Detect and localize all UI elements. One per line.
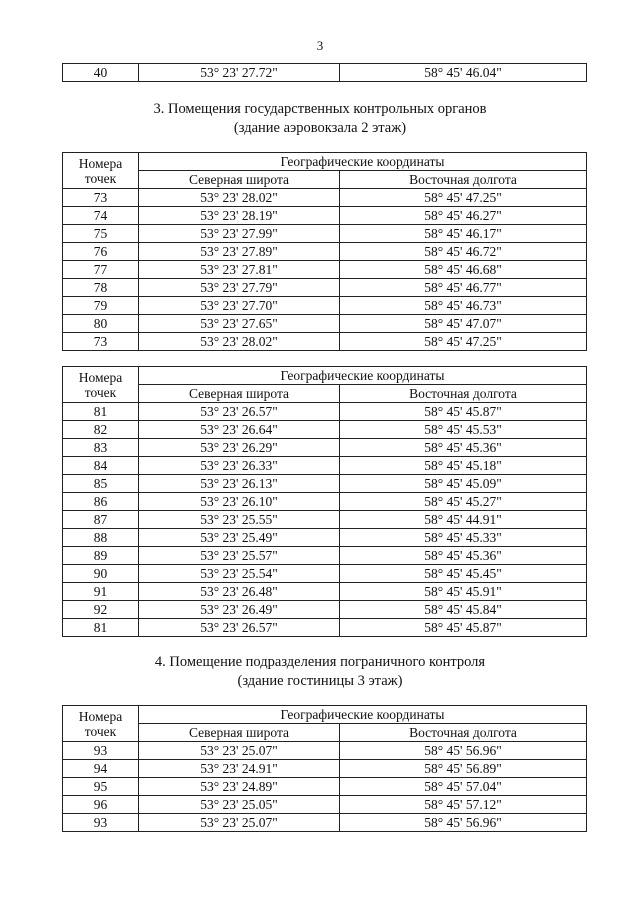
longitude-cell: 58° 45' 47.25"	[340, 333, 587, 351]
longitude-cell: 58° 45' 56.96"	[340, 742, 587, 760]
longitude-cell: 58° 45' 45.91"	[340, 583, 587, 601]
table-row	[63, 565, 587, 583]
longitude-cell: 58° 45' 46.68"	[340, 261, 587, 279]
latitude-cell: 53° 23' 25.55"	[139, 511, 340, 529]
table-row	[63, 529, 587, 547]
longitude-cell: 58° 45' 57.04"	[340, 778, 587, 796]
longitude-cell: 58° 45' 45.87"	[340, 619, 587, 637]
point-number: 83	[63, 439, 139, 457]
latitude-cell: 53° 23' 25.05"	[139, 796, 340, 814]
section4-subtitle: (здание гостиницы 3 этаж)	[237, 673, 403, 689]
table-row	[63, 583, 587, 601]
point-number: 96	[63, 796, 139, 814]
point-number: 89	[63, 547, 139, 565]
latitude-cell: 53° 23' 28.19"	[139, 207, 340, 225]
point-number: 92	[63, 601, 139, 619]
latitude-cell: 53° 23' 25.57"	[139, 547, 340, 565]
longitude-cell: 58° 45' 47.07"	[340, 315, 587, 333]
number-header-line2: точек	[84, 723, 117, 739]
longitude-cell: 58° 45' 45.53"	[340, 421, 587, 439]
number-header-line1: Номера	[78, 708, 123, 724]
lon-header: Восточная долгота	[340, 724, 587, 742]
coords-table-3	[62, 705, 587, 832]
point-number: 75	[63, 225, 139, 243]
table-row	[63, 421, 587, 439]
latitude-cell: 53° 23' 26.13"	[139, 475, 340, 493]
latitude-cell: 53° 23' 26.29"	[139, 439, 340, 457]
table-row	[63, 742, 587, 760]
lon-header: Восточная долгота	[340, 385, 587, 403]
page-number: 3	[316, 38, 324, 53]
coords-table-2	[62, 366, 587, 637]
coords-table-1	[62, 152, 587, 351]
point-number: 81	[63, 403, 139, 421]
section3-subtitle: (здание аэровокзала 2 этаж)	[233, 120, 407, 136]
latitude-cell: 53° 23' 25.54"	[139, 565, 340, 583]
longitude-cell: 58° 45' 44.91"	[340, 511, 587, 529]
longitude-cell: 58° 45' 45.33"	[340, 529, 587, 547]
latitude-cell: 53° 23' 28.02"	[139, 333, 340, 351]
point-number: 80	[63, 315, 139, 333]
point-number: 93	[63, 814, 139, 832]
geo-header: Географические координаты	[139, 153, 587, 171]
number-header-line1: Номера	[78, 155, 123, 171]
section3-title: 3. Помещения государственных контрольных органов	[153, 101, 487, 117]
point-number: 95	[63, 778, 139, 796]
latitude-cell: 53° 23' 28.02"	[139, 189, 340, 207]
geo-header: Географические координаты	[139, 706, 587, 724]
longitude-cell: 58° 45' 46.72"	[340, 243, 587, 261]
table-row	[63, 333, 587, 351]
table-row	[63, 493, 587, 511]
number-header-line2: точек	[84, 384, 117, 400]
latitude-cell: 53° 23' 27.79"	[139, 279, 340, 297]
longitude-cell: 58° 45' 45.45"	[340, 565, 587, 583]
table-row	[63, 189, 587, 207]
latitude-cell: 53° 23' 26.49"	[139, 601, 340, 619]
table-row	[63, 547, 587, 565]
point-number: 77	[63, 261, 139, 279]
latitude-cell: 53° 23' 27.65"	[139, 315, 340, 333]
number-header	[63, 367, 139, 403]
table-row	[63, 297, 587, 315]
table-row	[63, 315, 587, 333]
latitude-cell: 53° 23' 25.49"	[139, 529, 340, 547]
latitude-cell: 53° 23' 26.57"	[139, 403, 340, 421]
lon-header: Восточная долгота	[340, 171, 587, 189]
number-header-line1: Номера	[78, 369, 123, 385]
latitude-cell: 53° 23' 25.07"	[139, 742, 340, 760]
latitude-cell: 53° 23' 27.99"	[139, 225, 340, 243]
point-number: 76	[63, 243, 139, 261]
latitude-cell: 53° 23' 25.07"	[139, 814, 340, 832]
table-row	[63, 403, 587, 421]
point-number: 84	[63, 457, 139, 475]
lat-header: Северная широта	[139, 385, 340, 403]
point-number: 93	[63, 742, 139, 760]
number-header	[63, 153, 139, 189]
table-row	[63, 439, 587, 457]
latitude-cell: 53° 23' 24.91"	[139, 760, 340, 778]
point-number: 79	[63, 297, 139, 315]
longitude-cell: 58° 45' 57.12"	[340, 796, 587, 814]
point-number: 73	[63, 189, 139, 207]
longitude-cell: 58° 45' 45.36"	[340, 547, 587, 565]
point-number: 85	[63, 475, 139, 493]
longitude-cell: 58° 45' 56.89"	[340, 760, 587, 778]
latitude-cell: 53° 23' 26.10"	[139, 493, 340, 511]
table-row	[63, 207, 587, 225]
longitude-cell: 58° 45' 45.36"	[340, 439, 587, 457]
number-header	[63, 706, 139, 742]
longitude-cell: 58° 45' 45.18"	[340, 457, 587, 475]
point-number: 87	[63, 511, 139, 529]
table-row	[63, 475, 587, 493]
geo-header: Географические координаты	[139, 367, 587, 385]
table-row	[63, 619, 587, 637]
longitude-cell: 58° 45' 45.87"	[340, 403, 587, 421]
table-row	[63, 261, 587, 279]
table-row	[63, 601, 587, 619]
table-row	[63, 225, 587, 243]
longitude-cell: 58° 45' 47.25"	[340, 189, 587, 207]
longitude-cell: 58° 45' 46.27"	[340, 207, 587, 225]
point-number: 74	[63, 207, 139, 225]
latitude-cell: 53° 23' 27.70"	[139, 297, 340, 315]
latitude-cell: 53° 23' 24.89"	[139, 778, 340, 796]
table-row	[63, 457, 587, 475]
table-row	[63, 778, 587, 796]
point-number: 73	[63, 333, 139, 351]
number-header-line2: точек	[84, 170, 117, 186]
point-number: 90	[63, 565, 139, 583]
latitude-cell: 53° 23' 26.57"	[139, 619, 340, 637]
longitude-cell: 58° 45' 45.27"	[340, 493, 587, 511]
longitude-cell: 58° 45' 46.77"	[340, 279, 587, 297]
table-row	[63, 511, 587, 529]
lat-header: Северная широта	[139, 724, 340, 742]
section4-title: 4. Помещение подразделения пограничного контроля	[154, 654, 486, 670]
point-number: 91	[63, 583, 139, 601]
table-row	[63, 760, 587, 778]
point-number: 40	[63, 64, 139, 82]
longitude-cell: 58° 45' 46.73"	[340, 297, 587, 315]
longitude-cell: 58° 45' 45.84"	[340, 601, 587, 619]
continuation-table	[62, 63, 587, 82]
lat-header: Северная широта	[139, 171, 340, 189]
longitude-cell: 58° 45' 46.17"	[340, 225, 587, 243]
latitude-cell: 53° 23' 27.72"	[139, 64, 340, 82]
table-row	[63, 814, 587, 832]
table-row	[63, 64, 587, 82]
table-row	[63, 243, 587, 261]
point-number: 82	[63, 421, 139, 439]
latitude-cell: 53° 23' 26.48"	[139, 583, 340, 601]
table-row	[63, 796, 587, 814]
point-number: 78	[63, 279, 139, 297]
longitude-cell: 58° 45' 45.09"	[340, 475, 587, 493]
point-number: 81	[63, 619, 139, 637]
latitude-cell: 53° 23' 27.81"	[139, 261, 340, 279]
longitude-cell: 58° 45' 46.04"	[340, 64, 587, 82]
point-number: 86	[63, 493, 139, 511]
point-number: 94	[63, 760, 139, 778]
longitude-cell: 58° 45' 56.96"	[340, 814, 587, 832]
latitude-cell: 53° 23' 27.89"	[139, 243, 340, 261]
latitude-cell: 53° 23' 26.33"	[139, 457, 340, 475]
point-number: 88	[63, 529, 139, 547]
table-row	[63, 279, 587, 297]
latitude-cell: 53° 23' 26.64"	[139, 421, 340, 439]
